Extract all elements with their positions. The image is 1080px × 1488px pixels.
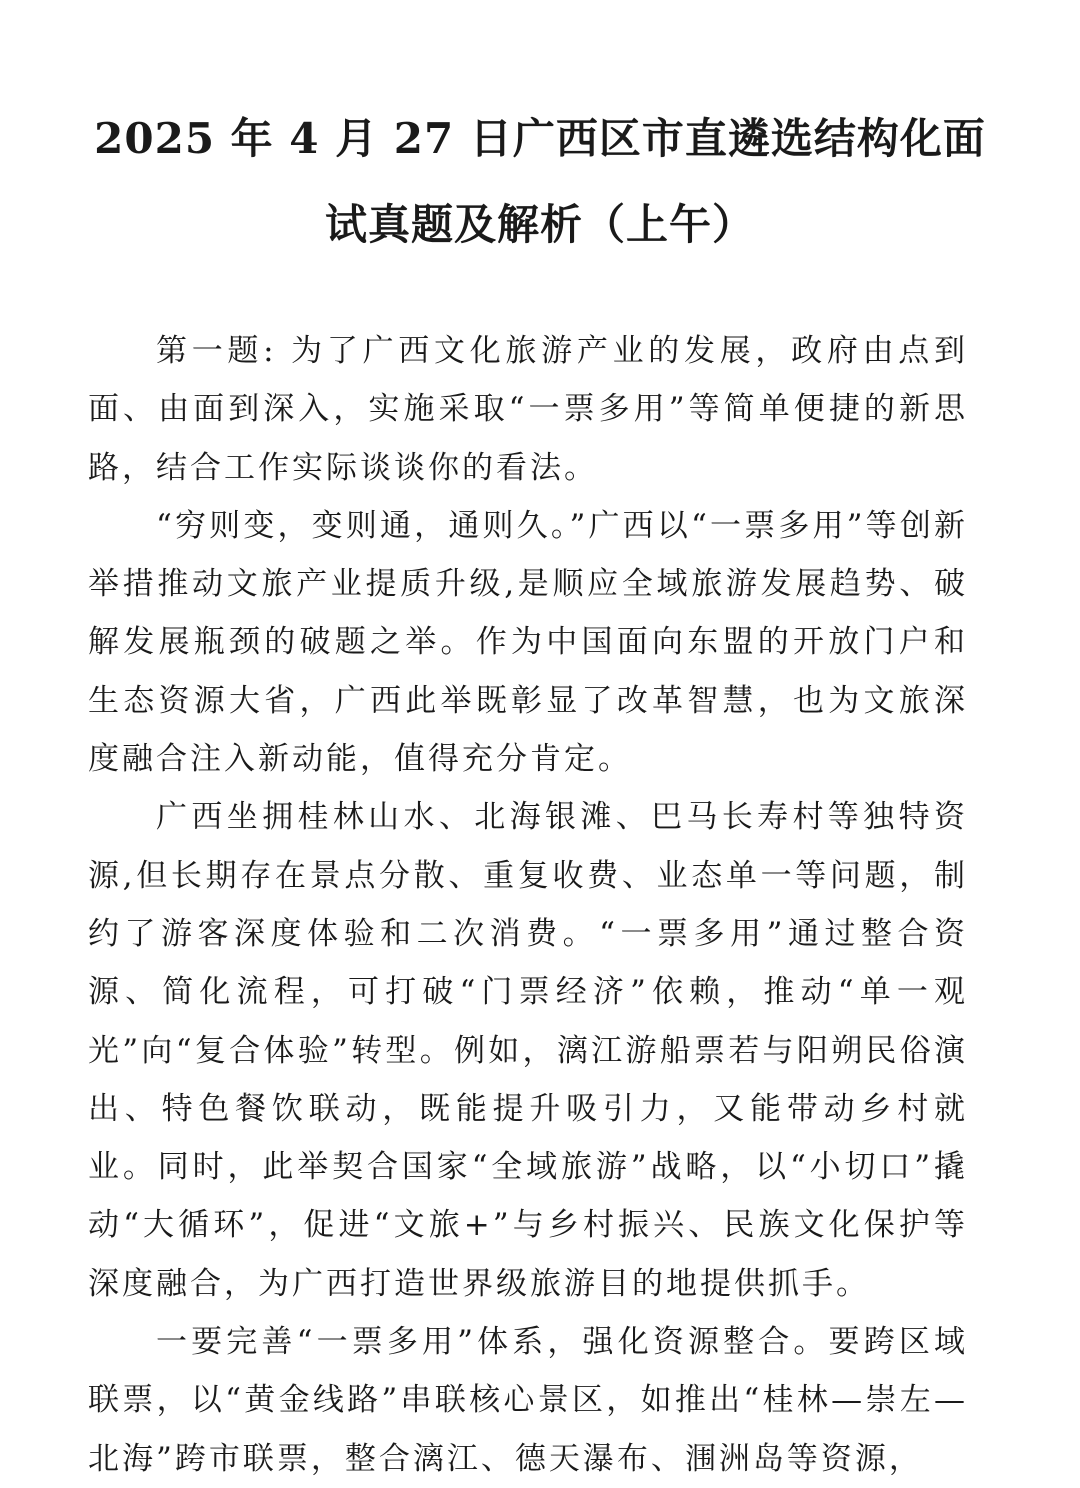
paragraph-question-1: 第一题: 为了广西文化旅游产业的发展，政府由点到面、由面到深入，实施采取“一票多用”等简单便捷的新思路，结合工作实际谈谈你的看法。 (88, 333, 968, 486)
paragraph-measure-1: 一要完善“一票多用”体系，强化资源整合。要跨区域联票，以“黄金线路”串联核心景区，如推出“桂林—崇左—北海”跨市联票，整合漓江、德天瀑布、涠洲岛等资源， (88, 1324, 968, 1477)
paragraph-analysis: 广西坐拥桂林山水、北海银滩、巴马长寿村等独特资源,但长期存在景点分散、重复收费、业态单一等问题，制约了游客深度体验和二次消费。“一票多用”通过整合资源、简化流程，可打破“门票经济”依赖，推动“单一观光”向“复合体验”转型。例如，漓江游船票若与阳朔民俗演出、特色餐饮联动，既能提升吸引力，又能带动乡村就业。同时，此举契合国家“全域旅游”战略，以“小切口”撬动“大循环”，促进“文旅+”与乡村振兴、民族文化保护等深度融合，为广西打造世界级旅游目的地提供抓手。 (88, 799, 968, 1302)
document-body (88, 322, 968, 1488)
document-title (60, 96, 1020, 268)
paragraph-intro: “穷则变，变则通，通则久。”广西以“一票多用”等创新举措推动文旅产业提质升级,是顺应全域旅游发展趋势、破解发展瓶颈的破题之举。作为中国面向东盟的开放门户和生态资源大省，广西此举既彰显了改革智慧，也为文旅深度融合注入新动能，值得充分肯定。 (88, 507, 968, 778)
title-line-1: 2025 年 4 月 27 日广西区市直遴选结构化面 (94, 114, 986, 163)
title-line-2: 试真题及解析（上午） (324, 200, 755, 249)
